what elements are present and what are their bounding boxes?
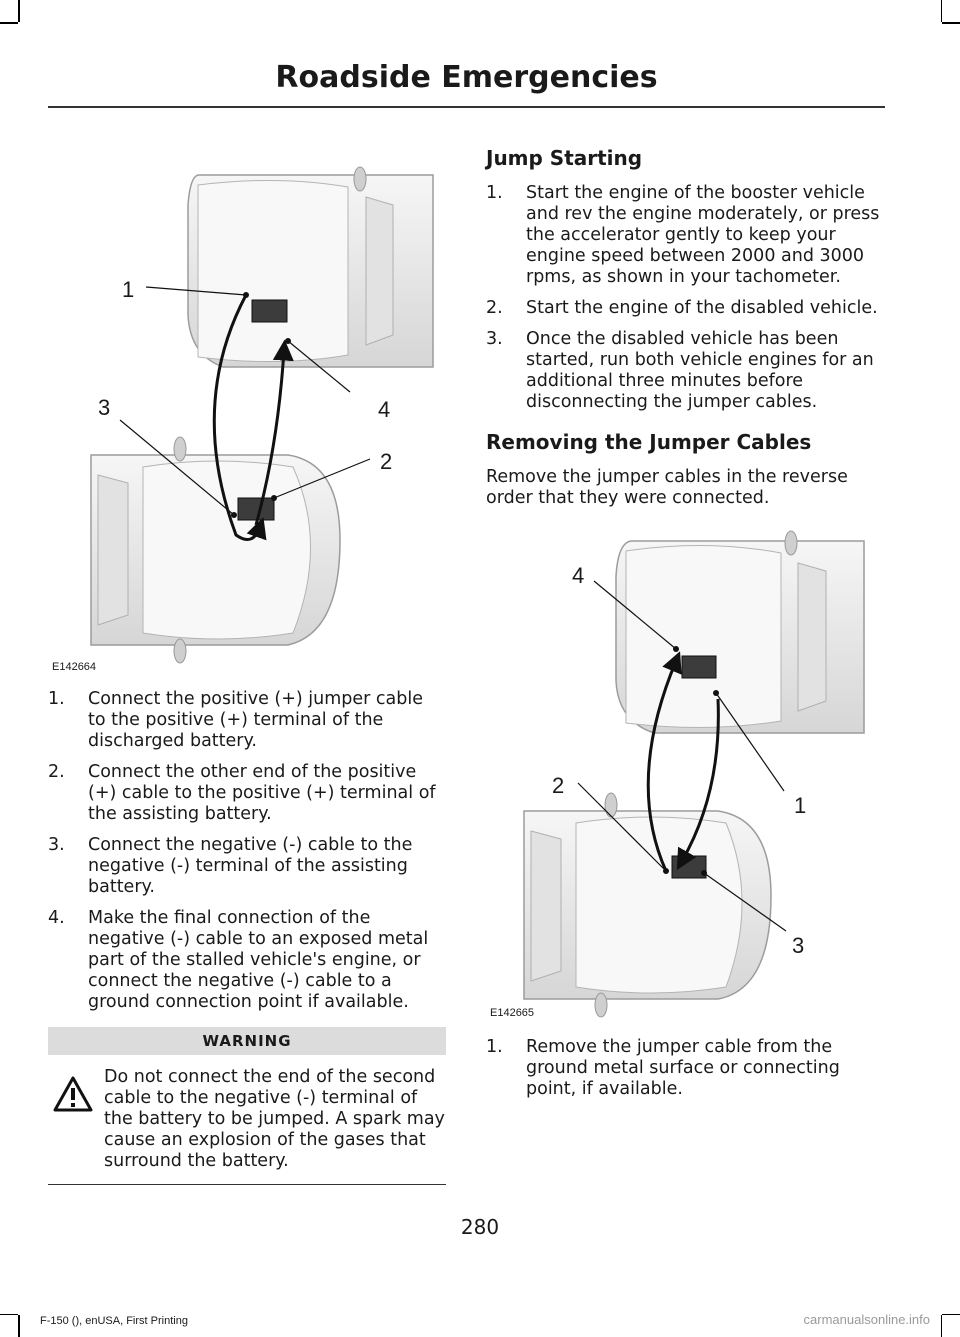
list-item: 3. Once the disabled vehicle has been started, run both vehicle engines for an additional three minutes before disconnecting the jumper cables.: [486, 329, 874, 412]
disabled-vehicle: [616, 531, 864, 733]
disabled-vehicle: [188, 167, 433, 367]
section-heading-removing: Removing the Jumper Cables: [486, 430, 812, 454]
assisting-battery: [672, 856, 706, 878]
discharged-battery: [682, 656, 716, 678]
booster-vehicle: [524, 793, 771, 1017]
callout-2: 2: [380, 449, 393, 474]
section-heading-jump-starting: Jump Starting: [486, 146, 643, 170]
callout-1: 1: [794, 793, 807, 818]
crop-mark: [941, 1315, 943, 1337]
crop-mark: [0, 1314, 18, 1316]
jumper-cable-connection-figure: [48, 145, 446, 675]
two-vehicles-diagram: [48, 145, 446, 675]
list-item: 4. Make the final connection of the negative (-) cable to an exposed metal part of the stalled vehicle's engine, or connect the negative (-) cable to a ground connection point if available.: [48, 908, 429, 1012]
list-item: 1. Connect the positive (+) jumper cable to the positive (+) terminal of the discharged battery.: [48, 689, 424, 751]
list-item: 2. Start the engine of the disabled vehicle.: [486, 298, 878, 318]
figure-id: E142664: [52, 661, 97, 673]
callout-4: 4: [572, 563, 585, 588]
list-item: 1. Start the engine of the booster vehicle and rev the engine moderately, or press the accelerator gently to keep your engine speed between 2000 and 3000 rpms, as shown in your tachometer.: [486, 183, 880, 287]
discharged-battery: [252, 300, 287, 322]
crop-mark: [0, 22, 18, 24]
crop-mark: [942, 1314, 960, 1316]
removing-steps: [486, 1037, 882, 1100]
edition-footer: F-150 (), enUSA, First Printing: [40, 1315, 188, 1327]
figure-id: E142665: [490, 1007, 535, 1019]
connect-steps-list: [48, 689, 446, 1013]
booster-vehicle: [91, 437, 340, 663]
list-item: 1. Remove the jumper cable from the ground metal surface or connecting point, if available.: [486, 1037, 840, 1099]
right-column: [486, 145, 882, 1110]
callout-3: 3: [98, 395, 111, 420]
warning-box: [48, 1027, 446, 1185]
crop-mark: [18, 1315, 20, 1337]
crop-mark: [941, 0, 943, 22]
warning-text: Do not connect the end of the second cable to the negative (-) terminal of the battery to be jumped. A spark may cause an explosion of the gases that surround the battery.: [104, 1067, 445, 1171]
callout-2: 2: [552, 773, 565, 798]
crop-mark: [18, 0, 20, 22]
warning-triangle-icon: [52, 1075, 94, 1113]
warning-heading: WARNING: [48, 1027, 446, 1055]
callout-1: 1: [122, 277, 135, 302]
list-item: 3. Connect the negative (-) cable to the negative (-) terminal of the assisting battery.: [48, 835, 413, 897]
list-item: 2. Connect the other end of the positive (+) cable to the positive (+) terminal of the assisting battery.: [48, 762, 436, 824]
page-title: Roadside Emergencies: [48, 58, 885, 108]
two-vehicles-removal-diagram: [486, 521, 882, 1021]
removing-intro: Remove the jumper cables in the reverse order that they were connected.: [486, 467, 848, 508]
callout-4: 4: [378, 397, 391, 422]
page-number: 280: [460, 1215, 500, 1239]
callout-3: 3: [792, 933, 805, 958]
crop-mark: [942, 22, 960, 24]
left-column: [48, 145, 446, 1185]
jump-starting-steps: [486, 183, 882, 413]
jumper-cable-removal-figure: [486, 521, 882, 1021]
watermark: carmanualsonline.info: [803, 1312, 930, 1327]
assisting-battery: [238, 498, 274, 520]
